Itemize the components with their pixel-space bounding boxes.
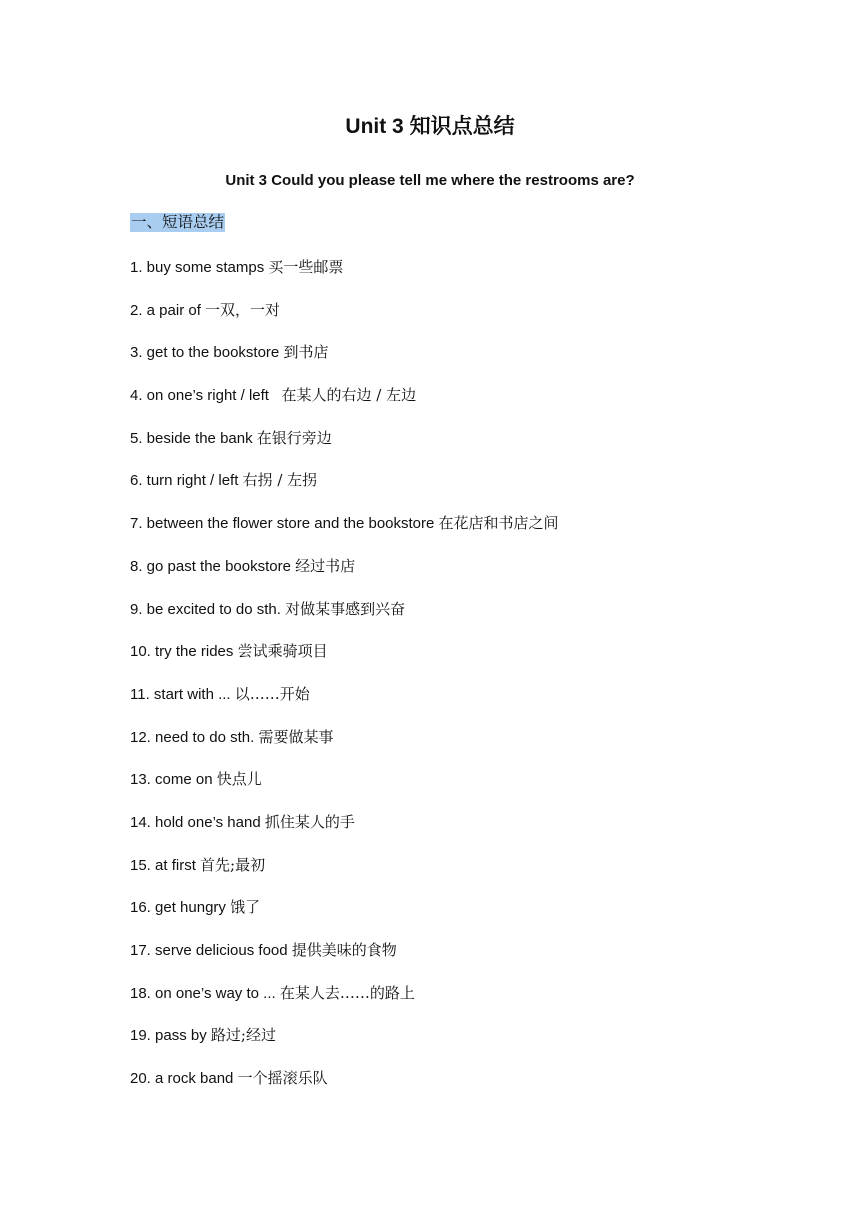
phrase-english: 7. between the flower store and the bookstore: [130, 515, 439, 533]
phrase-english: 17. serve delicious food: [130, 942, 292, 959]
phrase-english: 3. get to the bookstore: [130, 344, 284, 362]
phrase-chinese: 经过书店: [295, 556, 356, 575]
phrase-english: 12. need to do sth.: [130, 728, 259, 746]
phrase-chinese: 快点儿: [216, 770, 262, 789]
phrase-english: 6. turn right / left: [130, 472, 243, 490]
phrase-item: [130, 510, 559, 553]
phrase-english: 18. on one’s way to ...: [130, 984, 280, 1002]
phrase-chinese: 右拐 / 左拐: [242, 471, 318, 490]
phrase-english: 15. at first: [130, 856, 201, 874]
document-title: Unit 3 知识点总结: [345, 115, 515, 138]
phrase-item: [130, 809, 559, 852]
phrase-list: [130, 254, 559, 1108]
section-heading-text: 一、短语总结: [131, 214, 225, 231]
phrase-chinese: 在银行旁边: [256, 428, 332, 447]
phrase-item: [130, 852, 559, 895]
phrase-item: [130, 980, 559, 1023]
phrase-item: [130, 937, 559, 980]
phrase-chinese: 路过;经过: [210, 1026, 276, 1045]
phrase-english: 4. on one’s right / left: [130, 387, 282, 405]
phrase-item: [130, 425, 559, 468]
phrase-item: [130, 724, 559, 767]
phrase-chinese: 首先;最初: [200, 855, 266, 874]
phrase-chinese: 到书店: [283, 343, 329, 362]
phrase-english: 14. hold one’s hand: [130, 813, 265, 831]
phrase-chinese: 饿了: [230, 898, 261, 917]
phrase-item: [130, 681, 559, 724]
phrase-chinese: 一个摇滚乐队: [237, 1069, 328, 1088]
phrase-english: 13. come on: [130, 771, 217, 789]
phrase-item: [130, 467, 559, 510]
phrase-item: [130, 894, 559, 937]
phrase-chinese: 买一些邮票: [268, 258, 344, 276]
phrase-chinese: 以……开始: [234, 684, 310, 703]
phrase-chinese: 在某人的右边 / 左边: [281, 386, 417, 405]
phrase-english: 1. buy some stamps: [130, 259, 269, 276]
phrase-chinese: 在某人去……的路上: [279, 983, 415, 1002]
phrase-chinese: 提供美味的食物: [291, 941, 397, 959]
phrase-english: 8. go past the bookstore: [130, 557, 296, 575]
phrase-english: 19. pass by: [130, 1027, 211, 1045]
phrase-item: [130, 1022, 559, 1065]
phrase-chinese: 抓住某人的手: [264, 812, 355, 831]
phrase-chinese: 尝试乘骑项目: [237, 642, 328, 661]
phrase-item: [130, 596, 559, 639]
phrase-english: 5. beside the bank: [130, 429, 257, 447]
phrase-item: [130, 638, 559, 681]
phrase-chinese: 一双，一对: [205, 300, 281, 319]
phrase-item: [130, 382, 559, 425]
phrase-english: 10. try the rides: [130, 643, 238, 661]
phrase-chinese: 需要做某事: [258, 727, 334, 746]
section-heading: [130, 211, 225, 235]
phrase-english: 9. be excited to do sth.: [130, 600, 286, 618]
phrase-item: [130, 254, 559, 297]
phrase-english: 16. get hungry: [130, 899, 231, 917]
phrase-english: 11. start with ...: [130, 685, 235, 703]
phrase-chinese: 对做某事感到兴奋: [285, 599, 406, 618]
phrase-item: [130, 553, 559, 596]
phrase-item: [130, 766, 559, 809]
phrase-english: 2. a pair of: [130, 301, 206, 319]
phrase-item: [130, 1065, 559, 1108]
phrase-item: [130, 339, 559, 382]
document-subtitle: Unit 3 Could you please tell me where the restrooms are?: [225, 172, 635, 189]
phrase-chinese: 在花店和书店之间: [438, 514, 559, 533]
phrase-english: 20. a rock band: [130, 1070, 238, 1088]
phrase-item: [130, 297, 559, 340]
